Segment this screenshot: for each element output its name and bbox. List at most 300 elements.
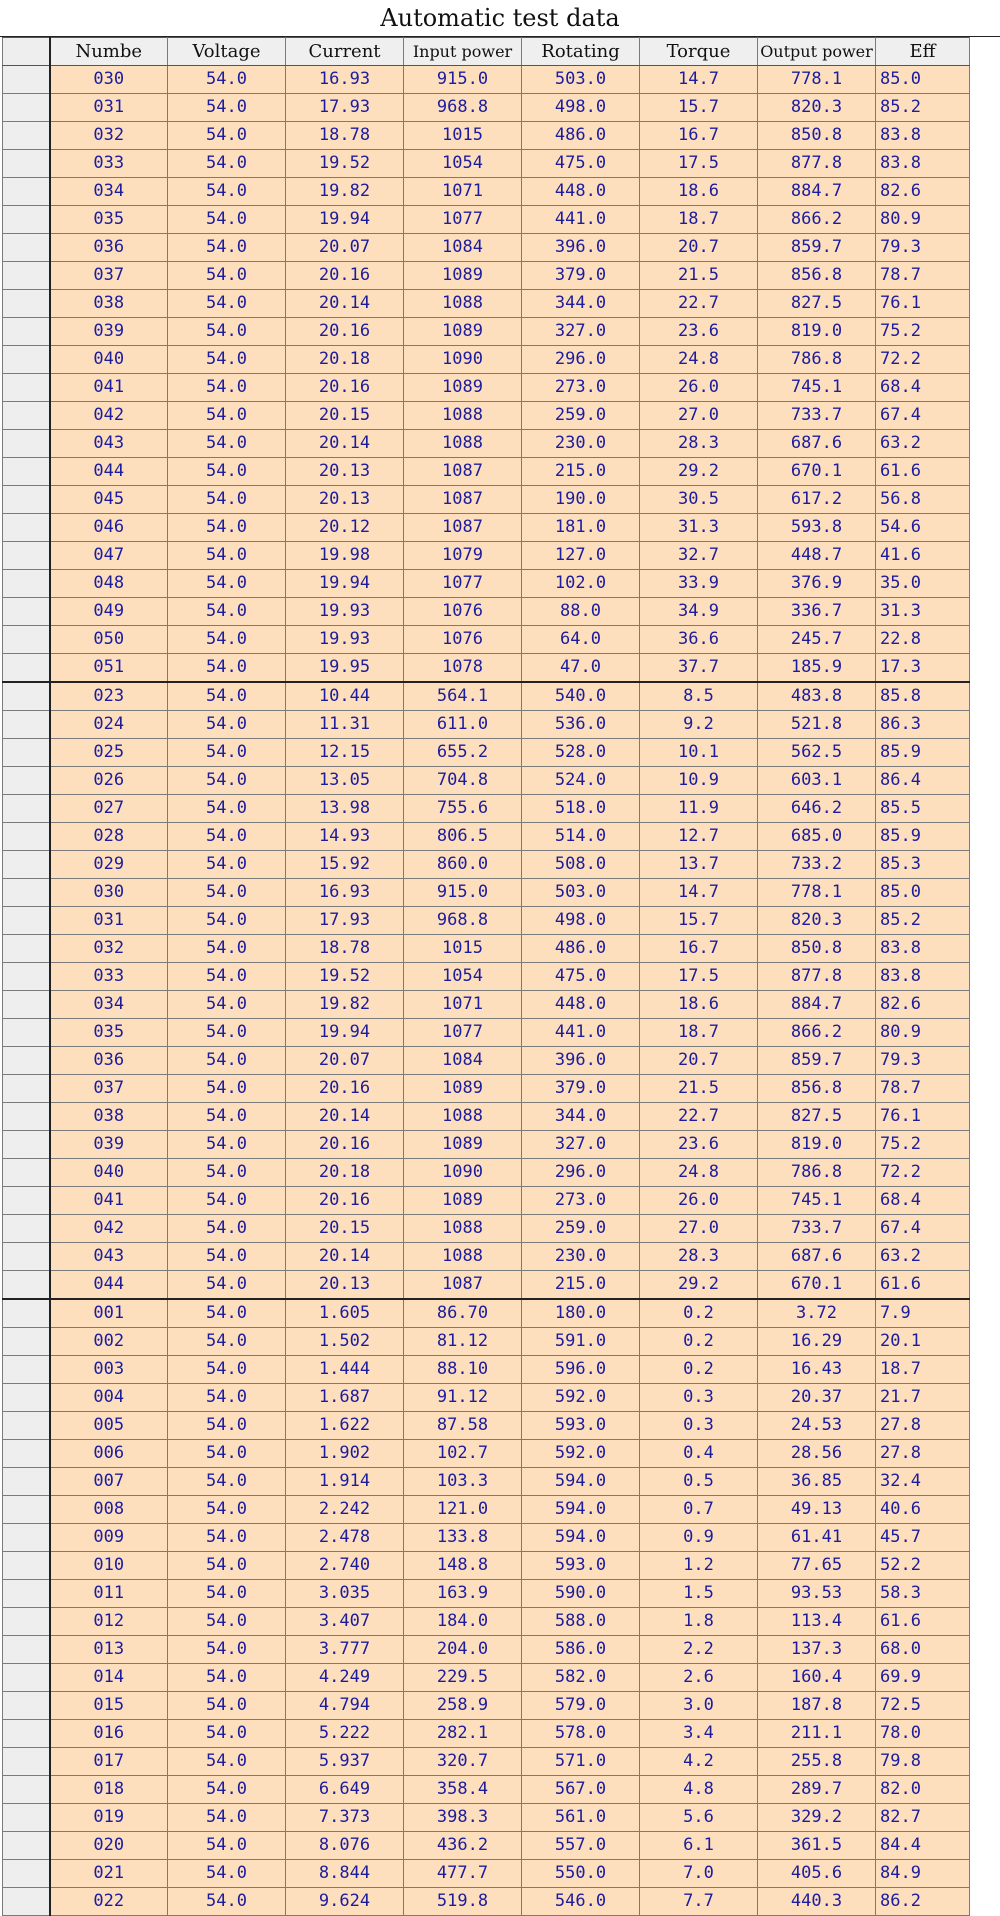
cell-input-power[interactable]: 1087 — [404, 514, 522, 542]
cell-input-power[interactable]: 398.3 — [404, 1804, 522, 1832]
cell-number[interactable]: 019 — [50, 1804, 168, 1832]
cell-output-power[interactable]: 850.8 — [758, 935, 876, 963]
row-selector[interactable] — [3, 963, 50, 991]
cell-number[interactable]: 042 — [50, 1215, 168, 1243]
cell-eff[interactable]: 85.3 — [876, 851, 970, 879]
cell-input-power[interactable]: 1088 — [404, 430, 522, 458]
cell-rotating[interactable]: 344.0 — [522, 290, 640, 318]
cell-voltage[interactable]: 54.0 — [168, 626, 286, 654]
cell-current[interactable]: 20.07 — [286, 1047, 404, 1075]
table-row[interactable] — [3, 1299, 970, 1328]
cell-eff[interactable]: 52.2 — [876, 1552, 970, 1580]
table-row[interactable] — [3, 963, 970, 991]
cell-current[interactable]: 13.05 — [286, 767, 404, 795]
cell-rotating[interactable]: 498.0 — [522, 94, 640, 122]
cell-output-power[interactable]: 617.2 — [758, 486, 876, 514]
cell-eff[interactable]: 67.4 — [876, 402, 970, 430]
cell-rotating[interactable]: 528.0 — [522, 739, 640, 767]
row-selector[interactable] — [3, 1299, 50, 1328]
cell-current[interactable]: 8.076 — [286, 1832, 404, 1860]
cell-voltage[interactable]: 54.0 — [168, 1328, 286, 1356]
cell-voltage[interactable]: 54.0 — [168, 1524, 286, 1552]
cell-rotating[interactable]: 594.0 — [522, 1496, 640, 1524]
cell-rotating[interactable]: 102.0 — [522, 570, 640, 598]
cell-current[interactable]: 20.18 — [286, 346, 404, 374]
cell-torque[interactable]: 20.7 — [640, 234, 758, 262]
cell-current[interactable]: 19.98 — [286, 542, 404, 570]
cell-eff[interactable]: 82.6 — [876, 991, 970, 1019]
cell-torque[interactable]: 26.0 — [640, 374, 758, 402]
cell-torque[interactable]: 6.1 — [640, 1832, 758, 1860]
cell-current[interactable]: 3.035 — [286, 1580, 404, 1608]
table-row[interactable] — [3, 514, 970, 542]
cell-current[interactable]: 15.92 — [286, 851, 404, 879]
cell-torque[interactable]: 22.7 — [640, 1103, 758, 1131]
cell-current[interactable]: 19.94 — [286, 1019, 404, 1047]
cell-number[interactable]: 047 — [50, 542, 168, 570]
cell-input-power[interactable]: 436.2 — [404, 1832, 522, 1860]
table-row[interactable] — [3, 1131, 970, 1159]
row-selector[interactable] — [3, 795, 50, 823]
cell-output-power[interactable]: 448.7 — [758, 542, 876, 570]
cell-number[interactable]: 044 — [50, 1271, 168, 1300]
cell-output-power[interactable]: 856.8 — [758, 262, 876, 290]
table-row[interactable] — [3, 1019, 970, 1047]
cell-torque[interactable]: 27.0 — [640, 402, 758, 430]
cell-input-power[interactable]: 86.70 — [404, 1299, 522, 1328]
cell-current[interactable]: 17.93 — [286, 907, 404, 935]
table-row[interactable] — [3, 94, 970, 122]
cell-input-power[interactable]: 133.8 — [404, 1524, 522, 1552]
cell-rotating[interactable]: 230.0 — [522, 430, 640, 458]
table-row[interactable] — [3, 1552, 970, 1580]
cell-eff[interactable]: 22.8 — [876, 626, 970, 654]
cell-output-power[interactable]: 866.2 — [758, 1019, 876, 1047]
table-row[interactable] — [3, 654, 970, 683]
cell-eff[interactable]: 78.7 — [876, 262, 970, 290]
cell-number[interactable]: 001 — [50, 1299, 168, 1328]
cell-output-power[interactable]: 646.2 — [758, 795, 876, 823]
cell-rotating[interactable]: 486.0 — [522, 122, 640, 150]
cell-number[interactable]: 043 — [50, 430, 168, 458]
cell-rotating[interactable]: 594.0 — [522, 1524, 640, 1552]
cell-torque[interactable]: 2.2 — [640, 1636, 758, 1664]
cell-output-power[interactable]: 745.1 — [758, 1187, 876, 1215]
cell-voltage[interactable]: 54.0 — [168, 851, 286, 879]
cell-current[interactable]: 19.94 — [286, 206, 404, 234]
cell-input-power[interactable]: 860.0 — [404, 851, 522, 879]
cell-current[interactable]: 20.16 — [286, 318, 404, 346]
cell-voltage[interactable]: 54.0 — [168, 1075, 286, 1103]
cell-number[interactable]: 031 — [50, 94, 168, 122]
cell-output-power[interactable]: 49.13 — [758, 1496, 876, 1524]
cell-rotating[interactable]: 379.0 — [522, 1075, 640, 1103]
cell-torque[interactable]: 0.2 — [640, 1356, 758, 1384]
cell-voltage[interactable]: 54.0 — [168, 66, 286, 94]
cell-number[interactable]: 016 — [50, 1720, 168, 1748]
cell-current[interactable]: 20.16 — [286, 374, 404, 402]
cell-rotating[interactable]: 590.0 — [522, 1580, 640, 1608]
cell-rotating[interactable]: 475.0 — [522, 150, 640, 178]
cell-eff[interactable]: 86.2 — [876, 1888, 970, 1916]
cell-eff[interactable]: 75.2 — [876, 1131, 970, 1159]
cell-rotating[interactable]: 396.0 — [522, 234, 640, 262]
cell-voltage[interactable]: 54.0 — [168, 1552, 286, 1580]
cell-input-power[interactable]: 184.0 — [404, 1608, 522, 1636]
cell-torque[interactable]: 17.5 — [640, 963, 758, 991]
cell-voltage[interactable]: 54.0 — [168, 1748, 286, 1776]
cell-number[interactable]: 032 — [50, 935, 168, 963]
cell-voltage[interactable]: 54.0 — [168, 402, 286, 430]
row-selector[interactable] — [3, 1860, 50, 1888]
cell-number[interactable]: 004 — [50, 1384, 168, 1412]
cell-eff[interactable]: 21.7 — [876, 1384, 970, 1412]
cell-rotating[interactable]: 296.0 — [522, 346, 640, 374]
cell-torque[interactable]: 9.2 — [640, 711, 758, 739]
cell-eff[interactable]: 7.9 — [876, 1299, 970, 1328]
cell-output-power[interactable]: 329.2 — [758, 1804, 876, 1832]
cell-input-power[interactable]: 1054 — [404, 150, 522, 178]
cell-eff[interactable]: 82.0 — [876, 1776, 970, 1804]
cell-current[interactable]: 20.14 — [286, 430, 404, 458]
cell-number[interactable]: 028 — [50, 823, 168, 851]
cell-output-power[interactable]: 113.4 — [758, 1608, 876, 1636]
row-selector[interactable] — [3, 290, 50, 318]
cell-voltage[interactable]: 54.0 — [168, 1440, 286, 1468]
table-row[interactable] — [3, 1720, 970, 1748]
cell-input-power[interactable]: 1089 — [404, 318, 522, 346]
cell-torque[interactable]: 0.2 — [640, 1328, 758, 1356]
cell-current[interactable]: 1.605 — [286, 1299, 404, 1328]
cell-number[interactable]: 014 — [50, 1664, 168, 1692]
cell-number[interactable]: 038 — [50, 290, 168, 318]
cell-rotating[interactable]: 588.0 — [522, 1608, 640, 1636]
cell-eff[interactable]: 84.9 — [876, 1860, 970, 1888]
cell-eff[interactable]: 72.5 — [876, 1692, 970, 1720]
cell-eff[interactable]: 69.9 — [876, 1664, 970, 1692]
table-row[interactable] — [3, 1384, 970, 1412]
cell-number[interactable]: 034 — [50, 991, 168, 1019]
cell-torque[interactable]: 0.9 — [640, 1524, 758, 1552]
header-torque[interactable]: Torque — [640, 38, 758, 66]
table-row[interactable] — [3, 1215, 970, 1243]
cell-output-power[interactable]: 336.7 — [758, 598, 876, 626]
cell-current[interactable]: 19.95 — [286, 654, 404, 683]
cell-eff[interactable]: 83.8 — [876, 935, 970, 963]
cell-input-power[interactable]: 564.1 — [404, 682, 522, 711]
cell-number[interactable]: 040 — [50, 346, 168, 374]
table-row[interactable] — [3, 1888, 970, 1916]
cell-eff[interactable]: 72.2 — [876, 1159, 970, 1187]
row-selector[interactable] — [3, 907, 50, 935]
row-selector[interactable] — [3, 318, 50, 346]
cell-voltage[interactable]: 54.0 — [168, 1384, 286, 1412]
cell-torque[interactable]: 37.7 — [640, 654, 758, 683]
cell-rotating[interactable]: 486.0 — [522, 935, 640, 963]
cell-rotating[interactable]: 593.0 — [522, 1412, 640, 1440]
cell-current[interactable]: 19.52 — [286, 963, 404, 991]
row-selector[interactable] — [3, 739, 50, 767]
row-selector[interactable] — [3, 1075, 50, 1103]
cell-torque[interactable]: 1.8 — [640, 1608, 758, 1636]
cell-input-power[interactable]: 1015 — [404, 122, 522, 150]
table-row[interactable] — [3, 1832, 970, 1860]
cell-torque[interactable]: 20.7 — [640, 1047, 758, 1075]
cell-output-power[interactable]: 93.53 — [758, 1580, 876, 1608]
cell-input-power[interactable]: 1076 — [404, 598, 522, 626]
cell-eff[interactable]: 18.7 — [876, 1356, 970, 1384]
row-selector[interactable] — [3, 374, 50, 402]
cell-input-power[interactable]: 1078 — [404, 654, 522, 683]
row-selector[interactable] — [3, 1748, 50, 1776]
cell-eff[interactable]: 27.8 — [876, 1412, 970, 1440]
cell-rotating[interactable]: 596.0 — [522, 1356, 640, 1384]
cell-rotating[interactable]: 259.0 — [522, 1215, 640, 1243]
cell-number[interactable]: 037 — [50, 262, 168, 290]
cell-current[interactable]: 2.740 — [286, 1552, 404, 1580]
cell-output-power[interactable]: 289.7 — [758, 1776, 876, 1804]
cell-torque[interactable]: 0.2 — [640, 1299, 758, 1328]
cell-output-power[interactable]: 778.1 — [758, 879, 876, 907]
cell-current[interactable]: 11.31 — [286, 711, 404, 739]
cell-number[interactable]: 048 — [50, 570, 168, 598]
cell-output-power[interactable]: 877.8 — [758, 150, 876, 178]
cell-output-power[interactable]: 877.8 — [758, 963, 876, 991]
cell-output-power[interactable]: 670.1 — [758, 1271, 876, 1300]
cell-current[interactable]: 9.624 — [286, 1888, 404, 1916]
cell-current[interactable]: 18.78 — [286, 122, 404, 150]
cell-voltage[interactable]: 54.0 — [168, 458, 286, 486]
table-row[interactable] — [3, 486, 970, 514]
cell-output-power[interactable]: 778.1 — [758, 66, 876, 94]
cell-torque[interactable]: 33.9 — [640, 570, 758, 598]
cell-voltage[interactable]: 54.0 — [168, 1412, 286, 1440]
cell-torque[interactable]: 21.5 — [640, 1075, 758, 1103]
cell-voltage[interactable]: 54.0 — [168, 1692, 286, 1720]
cell-current[interactable]: 8.844 — [286, 1860, 404, 1888]
cell-output-power[interactable]: 827.5 — [758, 290, 876, 318]
cell-output-power[interactable]: 137.3 — [758, 1636, 876, 1664]
row-selector[interactable] — [3, 1440, 50, 1468]
cell-output-power[interactable]: 850.8 — [758, 122, 876, 150]
cell-input-power[interactable]: 258.9 — [404, 1692, 522, 1720]
cell-number[interactable]: 007 — [50, 1468, 168, 1496]
cell-output-power[interactable]: 733.7 — [758, 402, 876, 430]
cell-eff[interactable]: 72.2 — [876, 346, 970, 374]
cell-number[interactable]: 024 — [50, 711, 168, 739]
row-selector[interactable] — [3, 1776, 50, 1804]
cell-torque[interactable]: 2.6 — [640, 1664, 758, 1692]
cell-output-power[interactable]: 376.9 — [758, 570, 876, 598]
cell-current[interactable]: 10.44 — [286, 682, 404, 711]
cell-torque[interactable]: 22.7 — [640, 290, 758, 318]
row-selector[interactable] — [3, 1580, 50, 1608]
cell-current[interactable]: 1.444 — [286, 1356, 404, 1384]
row-selector[interactable] — [3, 206, 50, 234]
cell-input-power[interactable]: 1071 — [404, 178, 522, 206]
cell-output-power[interactable]: 255.8 — [758, 1748, 876, 1776]
cell-voltage[interactable]: 54.0 — [168, 963, 286, 991]
cell-number[interactable]: 017 — [50, 1748, 168, 1776]
row-selector[interactable] — [3, 1187, 50, 1215]
cell-voltage[interactable]: 54.0 — [168, 514, 286, 542]
cell-voltage[interactable]: 54.0 — [168, 654, 286, 683]
cell-output-power[interactable]: 745.1 — [758, 374, 876, 402]
cell-torque[interactable]: 7.7 — [640, 1888, 758, 1916]
cell-current[interactable]: 2.478 — [286, 1524, 404, 1552]
cell-number[interactable]: 015 — [50, 1692, 168, 1720]
cell-rotating[interactable]: 448.0 — [522, 178, 640, 206]
cell-rotating[interactable]: 540.0 — [522, 682, 640, 711]
cell-input-power[interactable]: 1087 — [404, 486, 522, 514]
cell-input-power[interactable]: 163.9 — [404, 1580, 522, 1608]
cell-number[interactable]: 010 — [50, 1552, 168, 1580]
table-row[interactable] — [3, 1440, 970, 1468]
row-selector[interactable] — [3, 486, 50, 514]
row-selector[interactable] — [3, 94, 50, 122]
cell-eff[interactable]: 20.1 — [876, 1328, 970, 1356]
cell-number[interactable]: 046 — [50, 514, 168, 542]
table-row[interactable] — [3, 1524, 970, 1552]
cell-voltage[interactable]: 54.0 — [168, 991, 286, 1019]
table-row[interactable] — [3, 1103, 970, 1131]
cell-voltage[interactable]: 54.0 — [168, 262, 286, 290]
cell-current[interactable]: 20.16 — [286, 1075, 404, 1103]
cell-number[interactable]: 027 — [50, 795, 168, 823]
cell-rotating[interactable]: 441.0 — [522, 1019, 640, 1047]
cell-number[interactable]: 003 — [50, 1356, 168, 1384]
cell-current[interactable]: 13.98 — [286, 795, 404, 823]
cell-current[interactable]: 7.373 — [286, 1804, 404, 1832]
cell-number[interactable]: 034 — [50, 178, 168, 206]
cell-torque[interactable]: 18.6 — [640, 178, 758, 206]
cell-input-power[interactable]: 1087 — [404, 1271, 522, 1300]
table-row[interactable] — [3, 178, 970, 206]
cell-current[interactable]: 20.13 — [286, 486, 404, 514]
cell-output-power[interactable]: 28.56 — [758, 1440, 876, 1468]
cell-output-power[interactable]: 361.5 — [758, 1832, 876, 1860]
cell-rotating[interactable]: 571.0 — [522, 1748, 640, 1776]
cell-rotating[interactable]: 273.0 — [522, 374, 640, 402]
cell-eff[interactable]: 86.3 — [876, 711, 970, 739]
cell-current[interactable]: 20.14 — [286, 1103, 404, 1131]
cell-torque[interactable]: 0.3 — [640, 1412, 758, 1440]
cell-input-power[interactable]: 611.0 — [404, 711, 522, 739]
cell-rotating[interactable]: 396.0 — [522, 1047, 640, 1075]
cell-current[interactable]: 20.16 — [286, 1131, 404, 1159]
cell-eff[interactable]: 67.4 — [876, 1215, 970, 1243]
cell-voltage[interactable]: 54.0 — [168, 1019, 286, 1047]
cell-number[interactable]: 005 — [50, 1412, 168, 1440]
row-selector[interactable] — [3, 1384, 50, 1412]
cell-number[interactable]: 039 — [50, 318, 168, 346]
row-selector[interactable] — [3, 1159, 50, 1187]
cell-torque[interactable]: 28.3 — [640, 430, 758, 458]
cell-output-power[interactable]: 733.7 — [758, 1215, 876, 1243]
cell-input-power[interactable]: 477.7 — [404, 1860, 522, 1888]
cell-eff[interactable]: 45.7 — [876, 1524, 970, 1552]
table-row[interactable] — [3, 346, 970, 374]
cell-eff[interactable]: 56.8 — [876, 486, 970, 514]
cell-number[interactable]: 035 — [50, 206, 168, 234]
cell-voltage[interactable]: 54.0 — [168, 795, 286, 823]
cell-rotating[interactable]: 536.0 — [522, 711, 640, 739]
row-selector[interactable] — [3, 1692, 50, 1720]
cell-eff[interactable]: 85.2 — [876, 907, 970, 935]
row-selector[interactable] — [3, 935, 50, 963]
row-selector[interactable] — [3, 1019, 50, 1047]
cell-voltage[interactable]: 54.0 — [168, 374, 286, 402]
cell-current[interactable]: 19.52 — [286, 150, 404, 178]
cell-output-power[interactable]: 856.8 — [758, 1075, 876, 1103]
table-row[interactable] — [3, 262, 970, 290]
cell-current[interactable]: 4.249 — [286, 1664, 404, 1692]
cell-number[interactable]: 033 — [50, 963, 168, 991]
table-row[interactable] — [3, 318, 970, 346]
cell-voltage[interactable]: 54.0 — [168, 1243, 286, 1271]
cell-voltage[interactable]: 54.0 — [168, 1664, 286, 1692]
cell-torque[interactable]: 14.7 — [640, 66, 758, 94]
cell-output-power[interactable]: 562.5 — [758, 739, 876, 767]
cell-rotating[interactable]: 190.0 — [522, 486, 640, 514]
cell-voltage[interactable]: 54.0 — [168, 1860, 286, 1888]
table-row[interactable] — [3, 907, 970, 935]
row-selector[interactable] — [3, 991, 50, 1019]
cell-current[interactable]: 19.93 — [286, 598, 404, 626]
cell-eff[interactable]: 79.3 — [876, 1047, 970, 1075]
cell-input-power[interactable]: 91.12 — [404, 1384, 522, 1412]
cell-eff[interactable]: 85.0 — [876, 66, 970, 94]
cell-rotating[interactable]: 379.0 — [522, 262, 640, 290]
cell-current[interactable]: 18.78 — [286, 935, 404, 963]
cell-input-power[interactable]: 148.8 — [404, 1552, 522, 1580]
cell-voltage[interactable]: 54.0 — [168, 150, 286, 178]
cell-voltage[interactable]: 54.0 — [168, 290, 286, 318]
cell-rotating[interactable]: 259.0 — [522, 402, 640, 430]
cell-input-power[interactable]: 1077 — [404, 1019, 522, 1047]
cell-voltage[interactable]: 54.0 — [168, 318, 286, 346]
cell-input-power[interactable]: 229.5 — [404, 1664, 522, 1692]
cell-torque[interactable]: 15.7 — [640, 907, 758, 935]
table-row[interactable] — [3, 1860, 970, 1888]
cell-current[interactable]: 4.794 — [286, 1692, 404, 1720]
cell-torque[interactable]: 15.7 — [640, 94, 758, 122]
row-selector[interactable] — [3, 767, 50, 795]
cell-input-power[interactable]: 88.10 — [404, 1356, 522, 1384]
cell-input-power[interactable]: 1084 — [404, 1047, 522, 1075]
cell-number[interactable]: 041 — [50, 374, 168, 402]
table-row[interactable] — [3, 1776, 970, 1804]
cell-current[interactable]: 19.94 — [286, 570, 404, 598]
cell-current[interactable]: 1.902 — [286, 1440, 404, 1468]
cell-eff[interactable]: 68.4 — [876, 374, 970, 402]
cell-voltage[interactable]: 54.0 — [168, 1720, 286, 1748]
cell-torque[interactable]: 4.8 — [640, 1776, 758, 1804]
cell-current[interactable]: 19.93 — [286, 626, 404, 654]
cell-output-power[interactable]: 687.6 — [758, 430, 876, 458]
row-selector[interactable] — [3, 122, 50, 150]
cell-torque[interactable]: 21.5 — [640, 262, 758, 290]
cell-rotating[interactable]: 327.0 — [522, 1131, 640, 1159]
cell-voltage[interactable]: 54.0 — [168, 598, 286, 626]
row-selector[interactable] — [3, 66, 50, 94]
table-row[interactable] — [3, 682, 970, 711]
cell-rotating[interactable]: 579.0 — [522, 1692, 640, 1720]
table-row[interactable] — [3, 150, 970, 178]
cell-voltage[interactable]: 54.0 — [168, 1496, 286, 1524]
cell-current[interactable]: 20.16 — [286, 262, 404, 290]
cell-current[interactable]: 2.242 — [286, 1496, 404, 1524]
